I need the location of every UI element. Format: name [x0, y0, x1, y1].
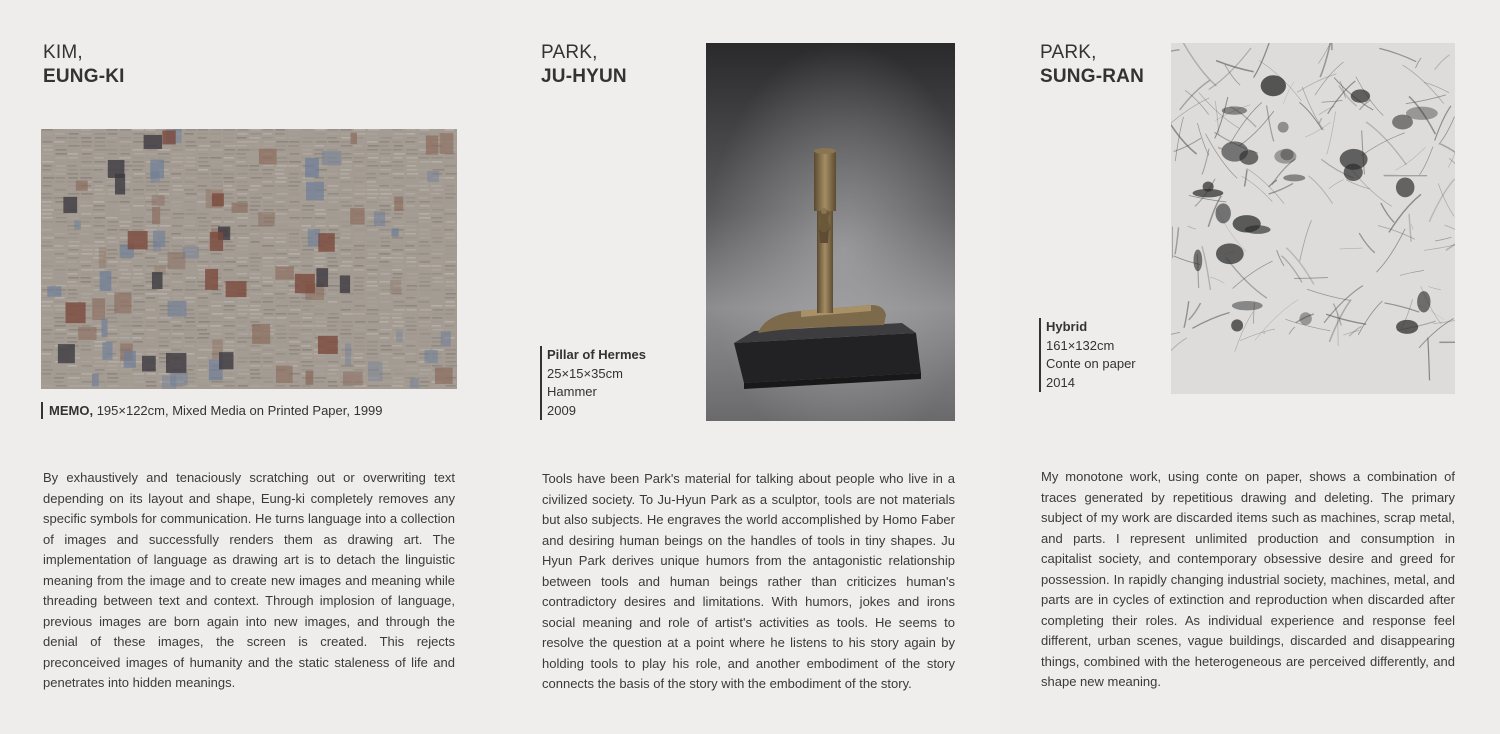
artwork-medium: Conte on paper: [1046, 356, 1136, 371]
artist-name: [43, 41, 125, 89]
artist-last-name: EUNG-KI: [43, 66, 125, 87]
hammer-sculpture-image: [706, 43, 955, 421]
artist-panel-kim-eung-ki: [0, 0, 500, 734]
artwork-size: 25×15×35cm: [547, 365, 623, 381]
artist-last-name: SUNG-RAN: [1040, 66, 1144, 87]
artist-panel-park-ju-hyun: [500, 0, 1000, 734]
artwork-caption: [1039, 318, 1136, 392]
newspaper-collage-image: [41, 129, 457, 389]
artist-description: My monotone work, using conte on paper, shows a combination of traces generated by repetitious drawing and deleting. The primary subject of my work are discarded items such as machines, scrap metal, and parts. I represent unlimited production and consumption in capitalist society, and contemporary obsessive desire and greed for possession. In rapidly changing industrial society, machines, metal, and parts are in cycles of extinction and reproduction when discarded after completing their roles. As individual experience and response feel different, urban scenes, vague buildings, discarded and disappearing things, combined with the heterogeneous are perceived differently, and shape new meaning.: [1041, 469, 1455, 689]
artist-first-name: PARK,: [541, 42, 598, 63]
artwork-year: 2009: [547, 402, 576, 418]
artwork-caption: [540, 346, 646, 420]
artist-first-name: PARK,: [1040, 42, 1097, 63]
artist-first-name: KIM,: [43, 42, 83, 63]
artwork-title: MEMO,: [49, 403, 94, 418]
artist-name: [541, 41, 627, 89]
artist-description: Tools have been Park's material for talking about people who live in a civilized society. To Ju-Hyun Park as a sculptor, tools are not materials but also subjects. He engraves the world accomplished by Homo Faber and desiring human beings on the handles of tools in tiny shapes. Ju Hyun Park derives unique humors from the antagonistic relationship between tools and human beings rather than criticizes human's contradictory desires and limitations. With humors, jokes and irons social meaning and role of artist's activities as tools. He seems to resolve the question at a point where he listens to his story again by holding tools to play his role, and another embodiment of the story connects the basis of the story with the embodiment of the story.: [542, 471, 955, 691]
charcoal-drawing-image: [1171, 43, 1455, 394]
artwork-caption: [41, 402, 383, 419]
artwork-details: 195×122cm, Mixed Media on Printed Paper, 1999: [96, 403, 383, 418]
artwork-year: 2014: [1046, 374, 1075, 390]
artist-name: [1040, 41, 1144, 89]
artwork-medium: Hammer: [547, 384, 597, 399]
artwork-size: 161×132cm: [1046, 337, 1115, 353]
artwork-title: Pillar of Hermes: [547, 347, 646, 362]
artist-description: By exhaustively and tenaciously scratching out or overwriting text depending on its layout and shape, Eung-ki completely removes any specific symbols for communication. He turns language into a collection of images and successfully renders them as drawing art. The implementation of language as drawing art is to detach the linguistic meaning from the image and to create new images and meaning while threading between text and context. Through implosion of language, previous images are born again into new images, and through the denial of these images, the screen is created. This rejects preconceived images of humanity and the static staleness of life and penetrates into hidden meanings.: [43, 470, 455, 690]
artist-last-name: JU-HYUN: [541, 66, 627, 87]
artist-panel-park-sung-ran: [1000, 0, 1500, 734]
artwork-title: Hybrid: [1046, 319, 1088, 334]
